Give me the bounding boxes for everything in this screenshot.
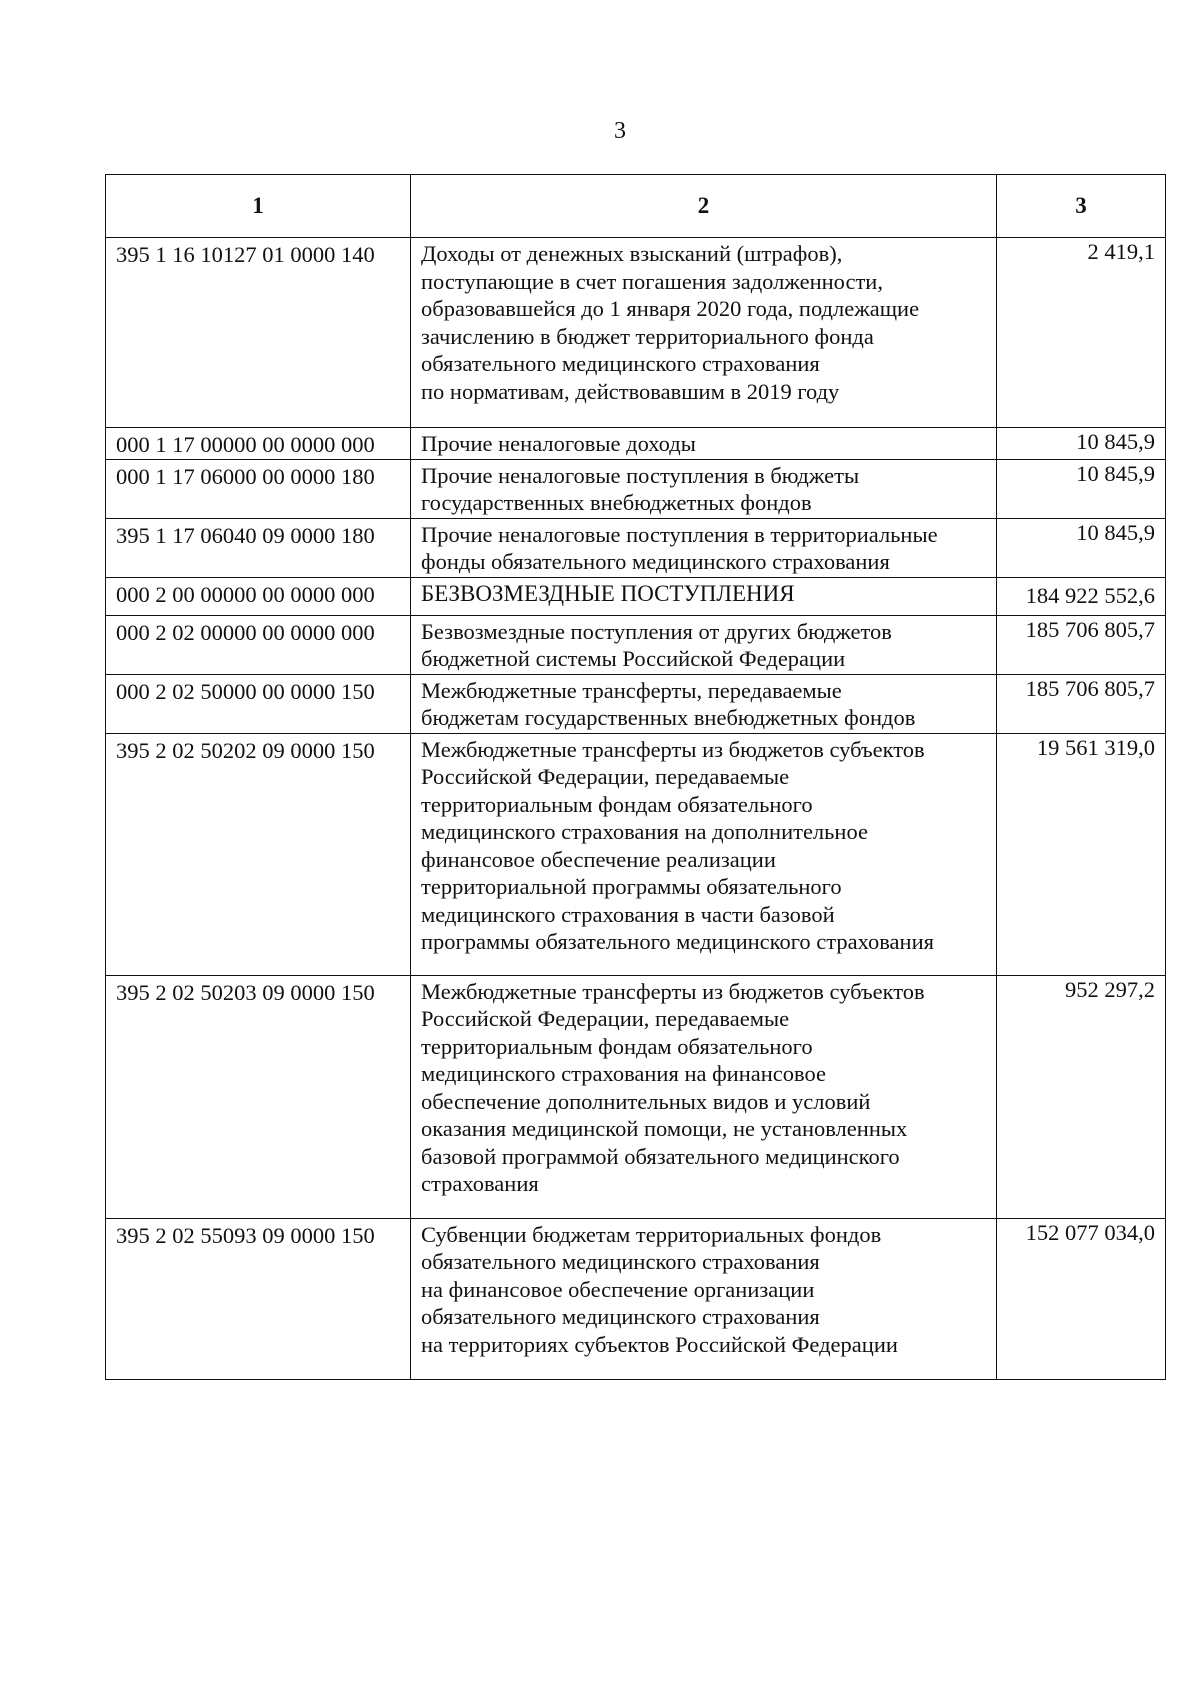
budget-code-cell: 395 1 16 10127 01 0000 140 [106, 238, 411, 428]
description-cell: Межбюджетные трансферты из бюджетов субъектов Российской Федерации, передаваемые территориальным фондам обязательного медицинского страхования на финансовое обеспечение дополнительных видов и условий оказания медицинской помощи, не установленных базовой программой обязательного медицинского страхования [411, 975, 997, 1218]
budget-code-cell: 395 1 17 06040 09 0000 180 [106, 518, 411, 577]
amount-cell: 184 922 552,6 [997, 577, 1166, 615]
description-cell: БЕЗВОЗМЕЗДНЫЕ ПОСТУПЛЕНИЯ [411, 577, 997, 615]
description-cell: Безвозмездные поступления от других бюджетов бюджетной системы Российской Федерации [411, 615, 997, 674]
amount-cell: 19 561 319,0 [997, 733, 1166, 975]
table-row [106, 428, 1166, 460]
amount-cell: 10 845,9 [997, 459, 1166, 518]
amount-cell: 10 845,9 [997, 428, 1166, 460]
column-header-description: 2 [411, 175, 997, 238]
table-row [106, 674, 1166, 733]
budget-revenue-table [105, 174, 1166, 1380]
description-cell: Прочие неналоговые поступления в территориальные фонды обязательного медицинского страхования [411, 518, 997, 577]
amount-cell: 152 077 034,0 [997, 1218, 1166, 1379]
budget-code-cell: 000 2 02 00000 00 0000 000 [106, 615, 411, 674]
budget-code-cell: 000 1 17 06000 00 0000 180 [106, 459, 411, 518]
column-header-code: 1 [106, 175, 411, 238]
table-row [106, 459, 1166, 518]
budget-code-cell: 395 2 02 55093 09 0000 150 [106, 1218, 411, 1379]
amount-cell: 185 706 805,7 [997, 674, 1166, 733]
table-row [106, 615, 1166, 674]
budget-code-cell: 395 2 02 50202 09 0000 150 [106, 733, 411, 975]
budget-code-cell: 395 2 02 50203 09 0000 150 [106, 975, 411, 1218]
description-cell: Прочие неналоговые поступления в бюджеты государственных внебюджетных фондов [411, 459, 997, 518]
amount-cell: 10 845,9 [997, 518, 1166, 577]
description-cell: Межбюджетные трансферты, передаваемые бюджетам государственных внебюджетных фондов [411, 674, 997, 733]
description-cell: Межбюджетные трансферты из бюджетов субъектов Российской Федерации, передаваемые территориальным фондам обязательного медицинского страхования на дополнительное финансовое обеспечение реализации территориальной программы обязательного медицинского страхования в части базовой программы обязательного медицинского страхования [411, 733, 997, 975]
table-row [106, 577, 1166, 615]
table-row [106, 518, 1166, 577]
table-row [106, 733, 1166, 975]
description-cell: Субвенции бюджетам территориальных фондов обязательного медицинского страхования на финансовое обеспечение организации обязательного медицинского страхования на территориях субъектов Российской Федерации [411, 1218, 997, 1379]
budget-code-cell: 000 2 02 50000 00 0000 150 [106, 674, 411, 733]
description-cell: Доходы от денежных взысканий (штрафов), поступающие в счет погашения задолженности, образовавшейся до 1 января 2020 года, подлежащие зачислению в бюджет территориального фонда обязательного медицинского страхования по нормативам, действовавшим в 2019 году [411, 238, 997, 428]
page-number: 3 [614, 118, 626, 144]
table-row [106, 238, 1166, 428]
table-header-row [106, 175, 1166, 238]
budget-code-cell: 000 1 17 00000 00 0000 000 [106, 428, 411, 460]
table-row [106, 975, 1166, 1218]
column-header-amount: 3 [997, 175, 1166, 238]
description-cell: Прочие неналоговые доходы [411, 428, 997, 460]
amount-cell: 185 706 805,7 [997, 615, 1166, 674]
table-row [106, 1218, 1166, 1379]
budget-code-cell: 000 2 00 00000 00 0000 000 [106, 577, 411, 615]
amount-cell: 2 419,1 [997, 238, 1166, 428]
amount-cell: 952 297,2 [997, 975, 1166, 1218]
